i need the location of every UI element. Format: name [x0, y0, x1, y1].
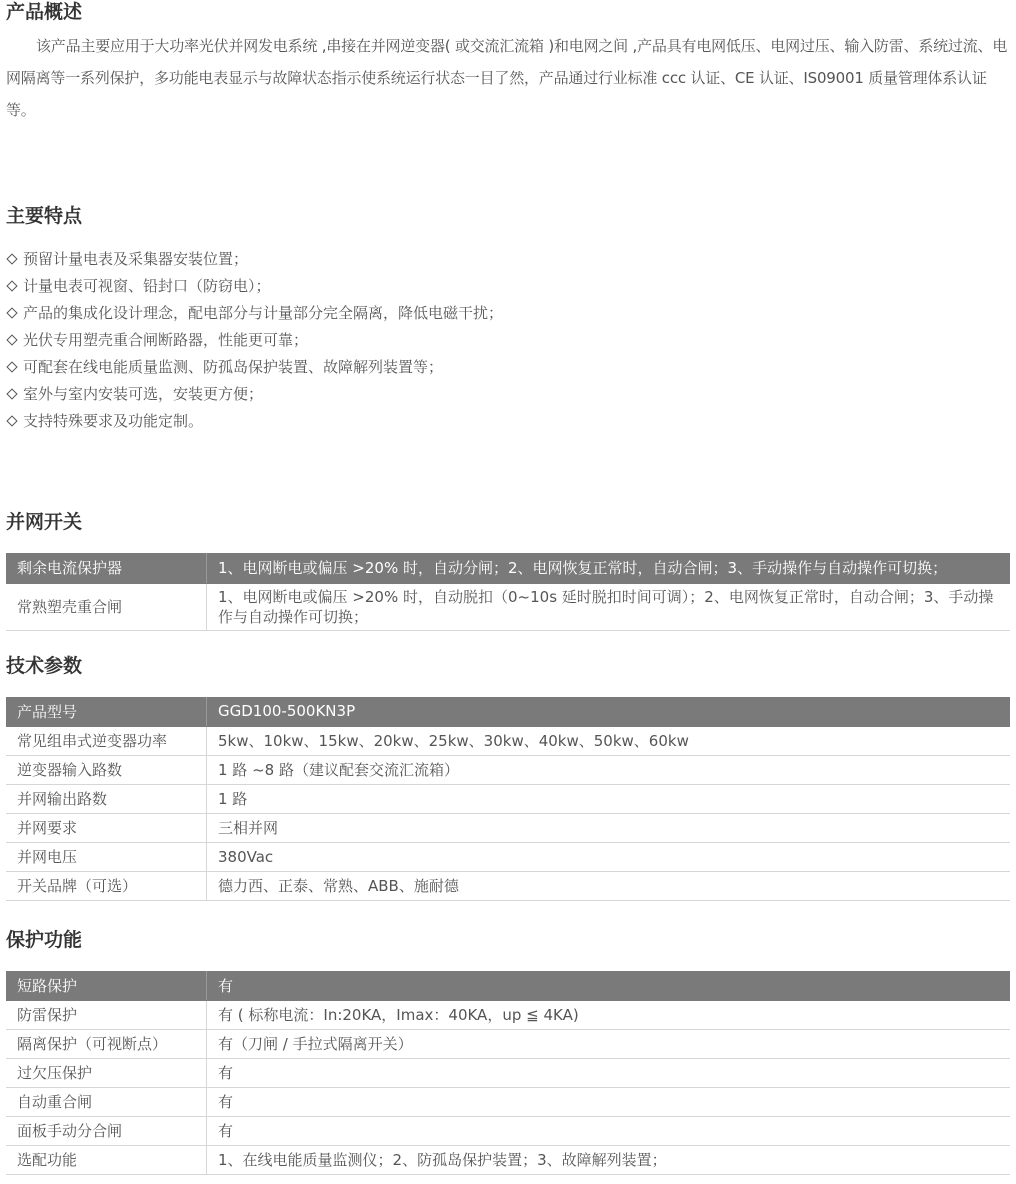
- table-cell-value: 1、电网断电或偏压 >20% 时，自动脱扣（0~10s 延时脱扣时间可调）；2、电网恢复正常时，自动合闸；3、手动操作与自动操作可切换；: [207, 583, 1011, 630]
- table-row: [6, 784, 1010, 813]
- table-row: [6, 1000, 1010, 1029]
- table-cell-value: 德力西、正泰、常熟、ABB、施耐德: [207, 871, 1011, 900]
- tech-params-section: [6, 654, 1010, 901]
- diamond-bullet-icon: [6, 253, 17, 264]
- diamond-bullet-icon: [6, 361, 17, 372]
- diamond-bullet-icon: [6, 280, 17, 291]
- table-row: [6, 871, 1010, 900]
- table-cell-value: GGD100-500KN3P: [207, 697, 1011, 726]
- table-cell-value: 380Vac: [207, 842, 1011, 871]
- table-cell-key: 选配功能: [6, 1145, 207, 1174]
- table-cell-key: 自动重合闸: [6, 1087, 207, 1116]
- table-cell-key: 短路保护: [6, 971, 207, 1000]
- table-cell-value: 1 路 ~8 路（建议配套交流汇流箱）: [207, 755, 1011, 784]
- feature-item: 光伏专用塑壳重合闸断路器，性能更可靠；: [6, 327, 1010, 354]
- feature-item: 预留计量电表及采集器安装位置；: [6, 246, 1010, 273]
- table-cell-key: 过欠压保护: [6, 1058, 207, 1087]
- table-cell-key: 并网电压: [6, 842, 207, 871]
- table-cell-value: 1、在线电能质量监测仪；2、防孤岛保护装置；3、故障解列装置；: [207, 1145, 1011, 1174]
- feature-item: 计量电表可视窗、铅封口（防窃电）；: [6, 273, 1010, 300]
- table-row: [6, 813, 1010, 842]
- table-row: [6, 1029, 1010, 1058]
- table-row: [6, 971, 1010, 1000]
- table-row: [6, 842, 1010, 871]
- table-cell-value: 1、电网断电或偏压 >20% 时，自动分闸；2、电网恢复正常时，自动合闸；3、手动操作与自动操作可切换；: [207, 553, 1011, 583]
- table-cell-key: 防雷保护: [6, 1000, 207, 1029]
- table-cell-value: 5kw、10kw、15kw、20kw、25kw、30kw、40kw、50kw、60kw: [207, 726, 1011, 755]
- tech-params-table: [6, 697, 1010, 901]
- table-cell-value: 有: [207, 971, 1011, 1000]
- table-cell-key: 并网要求: [6, 813, 207, 842]
- table-row: [6, 697, 1010, 726]
- diamond-bullet-icon: [6, 334, 17, 345]
- table-row: [6, 553, 1010, 583]
- table-row: [6, 1087, 1010, 1116]
- features-list: [6, 246, 1010, 435]
- grid-switch-title: 并网开关: [6, 511, 83, 533]
- table-row: [6, 583, 1010, 630]
- protection-title: 保护功能: [6, 929, 83, 951]
- table-cell-value: 三相并网: [207, 813, 1011, 842]
- feature-item: 产品的集成化设计理念，配电部分与计量部分完全隔离，降低电磁干扰；: [6, 300, 1010, 327]
- table-row: [6, 1145, 1010, 1174]
- diamond-bullet-icon: [6, 307, 17, 318]
- table-cell-value: 有（刀闸 / 手拉式隔离开关）: [207, 1029, 1011, 1058]
- table-row: [6, 1116, 1010, 1145]
- protection-table: [6, 971, 1010, 1175]
- tech-params-title: 技术参数: [6, 655, 83, 677]
- table-cell-value: 1 路: [207, 784, 1011, 813]
- table-row: [6, 755, 1010, 784]
- grid-switch-section: [6, 510, 1010, 631]
- protection-section: [6, 928, 1010, 1175]
- table-cell-key: 面板手动分合闸: [6, 1116, 207, 1145]
- overview-title: 产品概述: [6, 1, 83, 23]
- feature-item: 可配套在线电能质量监测、防孤岛保护装置、故障解列装置等；: [6, 354, 1010, 381]
- features-section: [6, 204, 1010, 435]
- table-cell-key: 常见组串式逆变器功率: [6, 726, 207, 755]
- table-row: [6, 726, 1010, 755]
- table-cell-key: 产品型号: [6, 697, 207, 726]
- table-cell-key: 逆变器输入路数: [6, 755, 207, 784]
- feature-item: 支持特殊要求及功能定制。: [6, 408, 1010, 435]
- feature-item: 室外与室内安装可选，安装更方便；: [6, 381, 1010, 408]
- table-cell-key: 隔离保护（可视断点）: [6, 1029, 207, 1058]
- table-cell-value: 有: [207, 1058, 1011, 1087]
- grid-switch-table: [6, 553, 1010, 631]
- table-cell-value: 有: [207, 1087, 1011, 1116]
- diamond-bullet-icon: [6, 388, 17, 399]
- diamond-bullet-icon: [6, 415, 17, 426]
- table-row: [6, 1058, 1010, 1087]
- table-cell-key: 并网输出路数: [6, 784, 207, 813]
- overview-section: [6, 0, 1010, 126]
- table-cell-key: 剩余电流保护器: [6, 553, 207, 583]
- table-cell-key: 开关品牌（可选）: [6, 871, 207, 900]
- features-title: 主要特点: [6, 205, 83, 227]
- overview-text: 该产品主要应用于大功率光伏并网发电系统 ,串接在并网逆变器( 或交流汇流箱 )和电网之间 ,产品具有电网低压、电网过压、输入防雷、系统过流、电网隔离等一系列保护，多功能电表显示与故障状态指示使系统运行状态一目了然，产品通过行业标准 ccc 认证、CE 认证、IS09001 质量管理体系认证等。: [6, 37, 1008, 119]
- table-cell-value: 有: [207, 1116, 1011, 1145]
- table-cell-key: 常熟塑壳重合闸: [6, 583, 207, 630]
- table-cell-value: 有 ( 标称电流：In:20KA，Imax：40KA，up ≦ 4KA): [207, 1000, 1011, 1029]
